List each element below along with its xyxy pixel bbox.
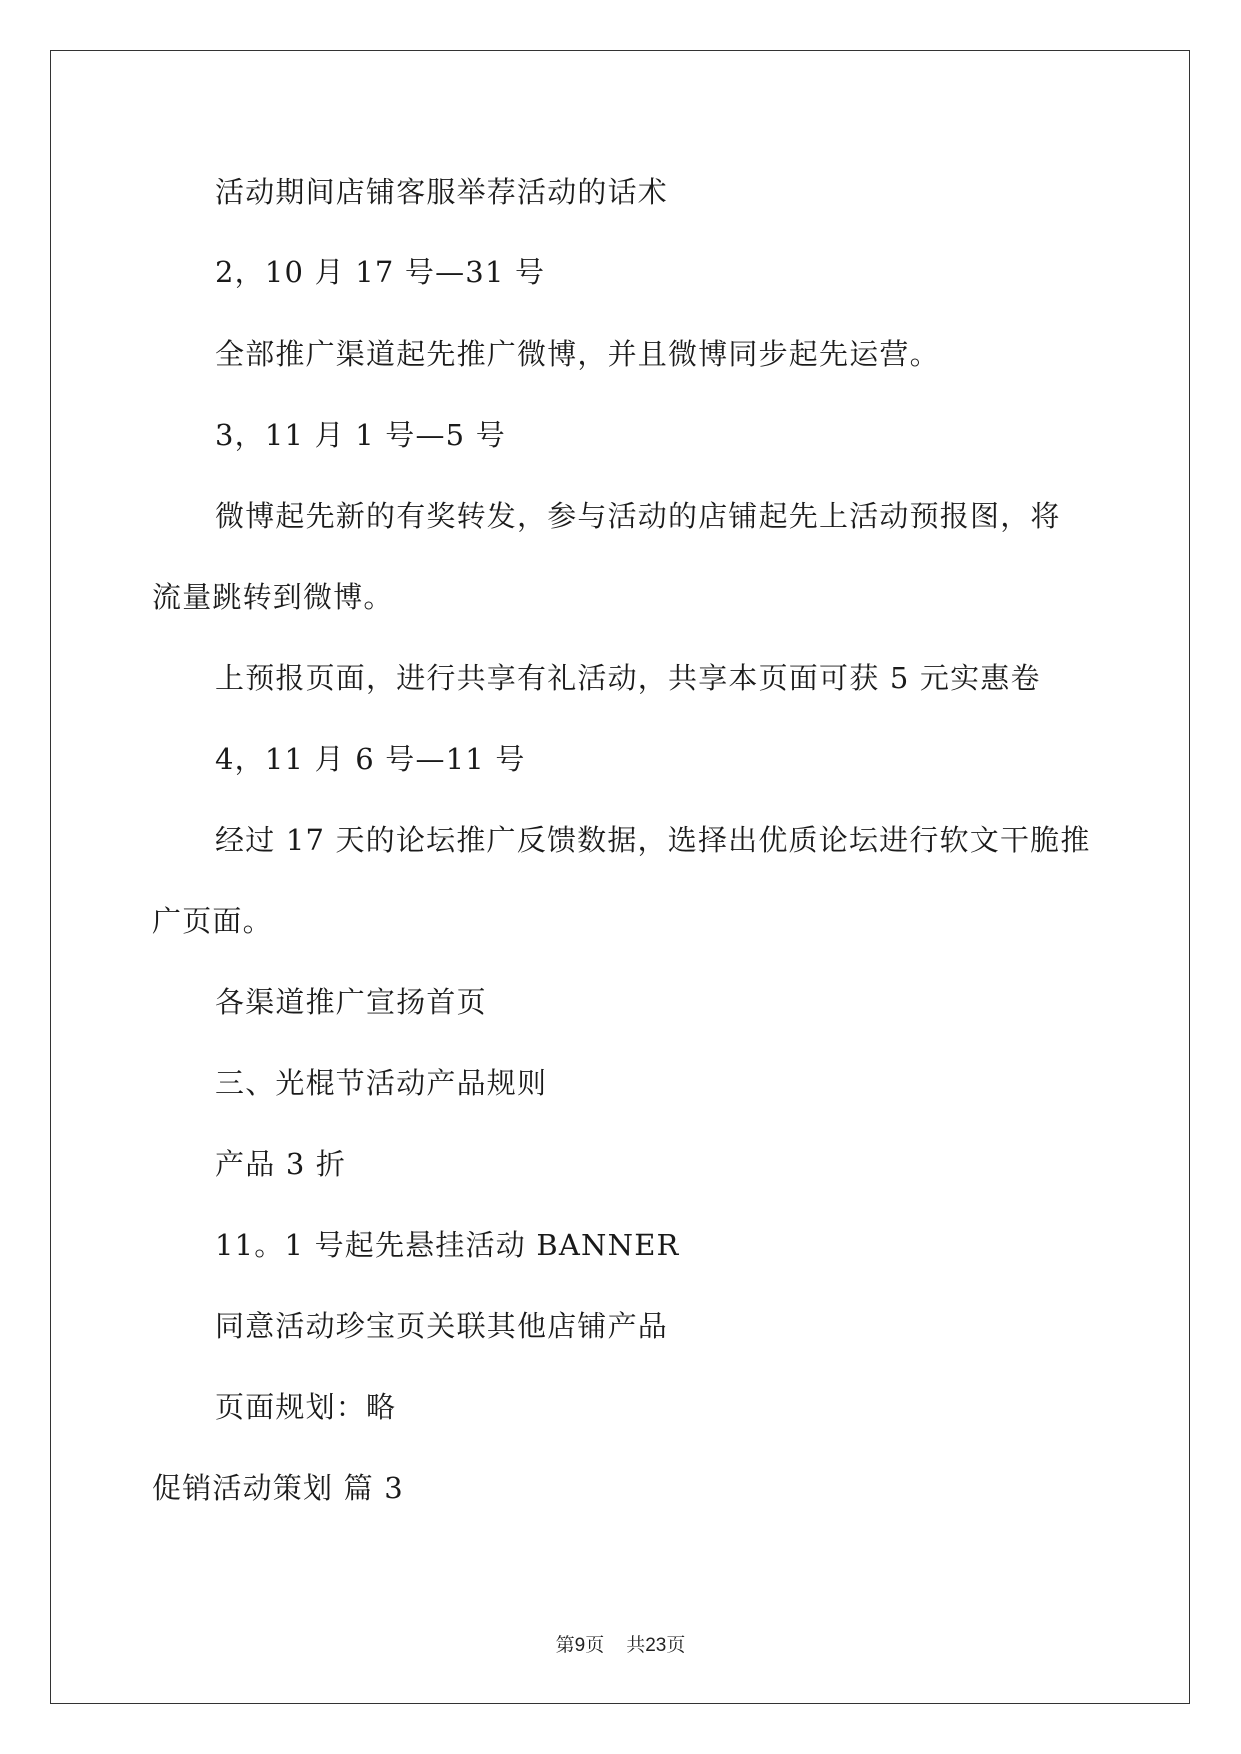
paragraph-line: 各渠道推广宣扬首页 [215, 985, 487, 1019]
paragraph-line: 经过 17 天的论坛推广反馈数据，选择出优质论坛进行软文干脆推 [215, 823, 1091, 857]
paragraph-line: 产品 3 折 [215, 1147, 347, 1181]
paragraph-line: 4，11 月 6 号—11 号 [215, 742, 526, 776]
total-label-prefix: 共 [626, 1634, 646, 1656]
paragraph-line: 微博起先新的有奖转发，参与活动的店铺起先上活动预报图，将 [215, 499, 1061, 533]
page-number: 9 [574, 1635, 586, 1656]
paragraph-line: 同意活动珍宝页关联其他店铺产品 [215, 1309, 669, 1343]
paragraph-line: 流量跳转到微博。 [152, 580, 394, 614]
paragraph-line: 2，10 月 17 号—31 号 [215, 255, 546, 289]
paragraph-line: 全部推广渠道起先推广微博，并且微博同步起先运营。 [215, 337, 940, 371]
page-label-prefix: 第 [555, 1634, 575, 1656]
paragraph-line: 11。1 号起先悬挂活动 BANNER [215, 1228, 680, 1262]
paragraph-line: 3，11 月 1 号—5 号 [215, 418, 506, 452]
paragraph-line: 上预报页面，进行共享有礼活动，共享本页面可获 5 元实惠卷 [215, 661, 1041, 695]
paragraph-line: 页面规划：略 [215, 1390, 397, 1424]
total-label-suffix: 页 [666, 1634, 686, 1656]
page-footer [0, 1633, 1241, 1658]
page-label-suffix: 页 [585, 1634, 605, 1656]
paragraph-line: 广页面。 [152, 904, 273, 938]
paragraph-line: 活动期间店铺客服举荐活动的话术 [215, 175, 669, 209]
section-heading: 三、光棍节活动产品规则 [215, 1066, 548, 1100]
total-pages: 23 [645, 1635, 667, 1656]
article-title: 促销活动策划 篇 3 [152, 1471, 404, 1505]
